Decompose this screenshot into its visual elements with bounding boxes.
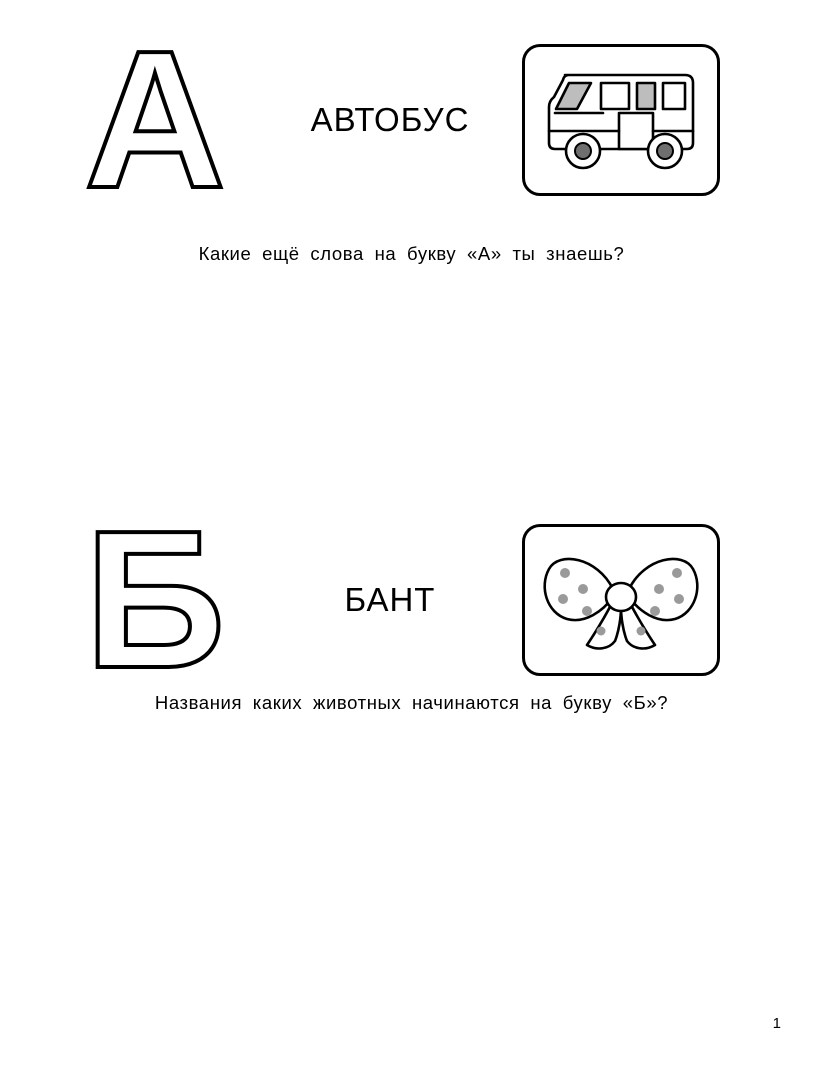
page-number: 1 [772, 1015, 781, 1032]
letter-outline-b: Б [84, 490, 226, 709]
alphabet-entry-a [0, 10, 823, 264]
entry-row [0, 10, 823, 229]
word-label-b: БАНТ [344, 581, 436, 618]
word-label-a: АВТОБУС [310, 101, 470, 138]
alphabet-entry-b [0, 490, 823, 713]
bus-icon [525, 47, 717, 193]
picture-frame-bus [522, 44, 720, 196]
question-text-a: Какие ещё слова на букву «А» ты знаешь? [198, 243, 625, 264]
picture-frame-bow [522, 524, 720, 676]
bow-icon [525, 527, 717, 673]
question-text-b: Названия каких животных начинаются на букву «Б»? [154, 692, 669, 713]
letter-outline-a: А [84, 10, 226, 229]
